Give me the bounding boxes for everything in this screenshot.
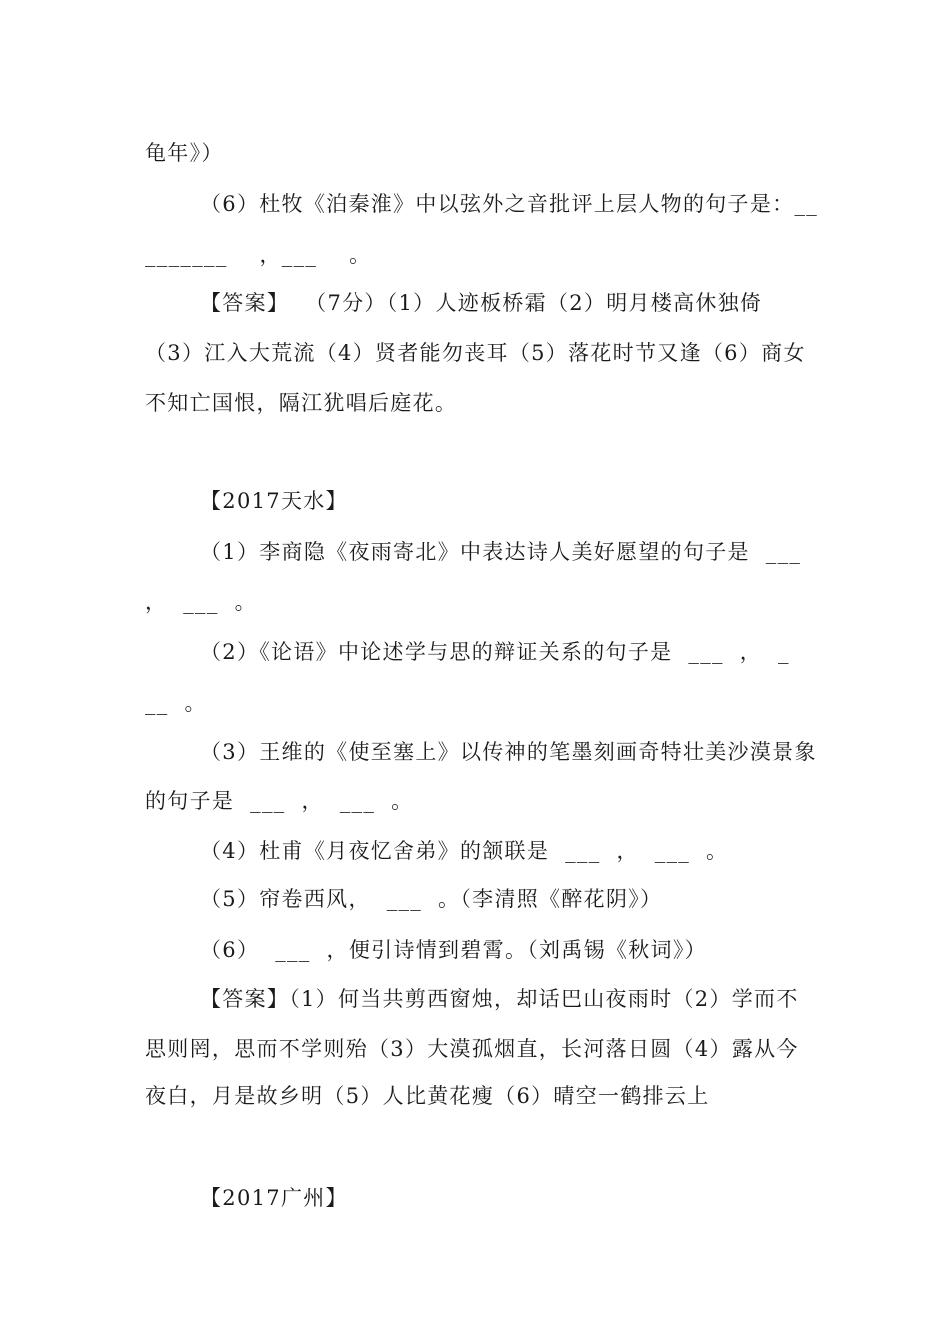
question-line: （6） ___ ，便引诗情到碧霄。（刘禹锡《秋词》） [200,938,707,962]
answer-line: 思则罔，思而不学则殆（3）大漠孤烟直，长河落日圆（4）露从今 [145,1037,799,1061]
question-line: （3）王维的《使至塞上》以传神的笔墨刻画奇特壮美沙漠景象 [200,740,817,764]
text-line: __ 。 [145,691,207,715]
text-line: 的句子是 ___ ， ___ 。 [145,789,414,813]
answer-line: （3）江入大荒流（4）贤者能勿丧耳（5）落花时节又逢（6）商女 [145,341,806,365]
section-heading: 【2017广州】 [200,1186,348,1210]
answer-line: 不知亡国恨，隔江犹唱后庭花。 [145,391,458,415]
text-line: ， ___ 。 [145,590,257,614]
text-line: _______ ，___ 。 [145,243,372,267]
question-line: （2）《论语》中论述学与思的辩证关系的句子是 ___ ， _ [200,640,790,664]
answer-line: 【答案】（1）何当共剪西窗烛，却话巴山夜雨时（2）学而不 [200,987,799,1011]
answer-line: 【答案】 （7分）（1）人迹板桥霜（2）明月楼高休独倚 [200,291,763,315]
section-heading: 【2017天水】 [200,489,348,513]
text-line: 龟年》） [145,141,224,165]
answer-line: 夜白，月是故乡明（5）人比黄花瘦（6）晴空一鹤排云上 [145,1084,710,1108]
question-line: （4）杜甫《月夜忆舍弟》的颔联是 ___ ， ___ 。 [200,839,729,863]
question-line: （5）帘卷西风， ___ 。（李清照《醉花阴》） [200,887,663,911]
question-line: （6）杜牧《泊秦淮》中以弦外之音批评上层人物的句子是：__ [200,192,819,216]
question-line: （1）李商隐《夜雨寄北》中表达诗人美好愿望的句子是 ___ [200,540,802,564]
